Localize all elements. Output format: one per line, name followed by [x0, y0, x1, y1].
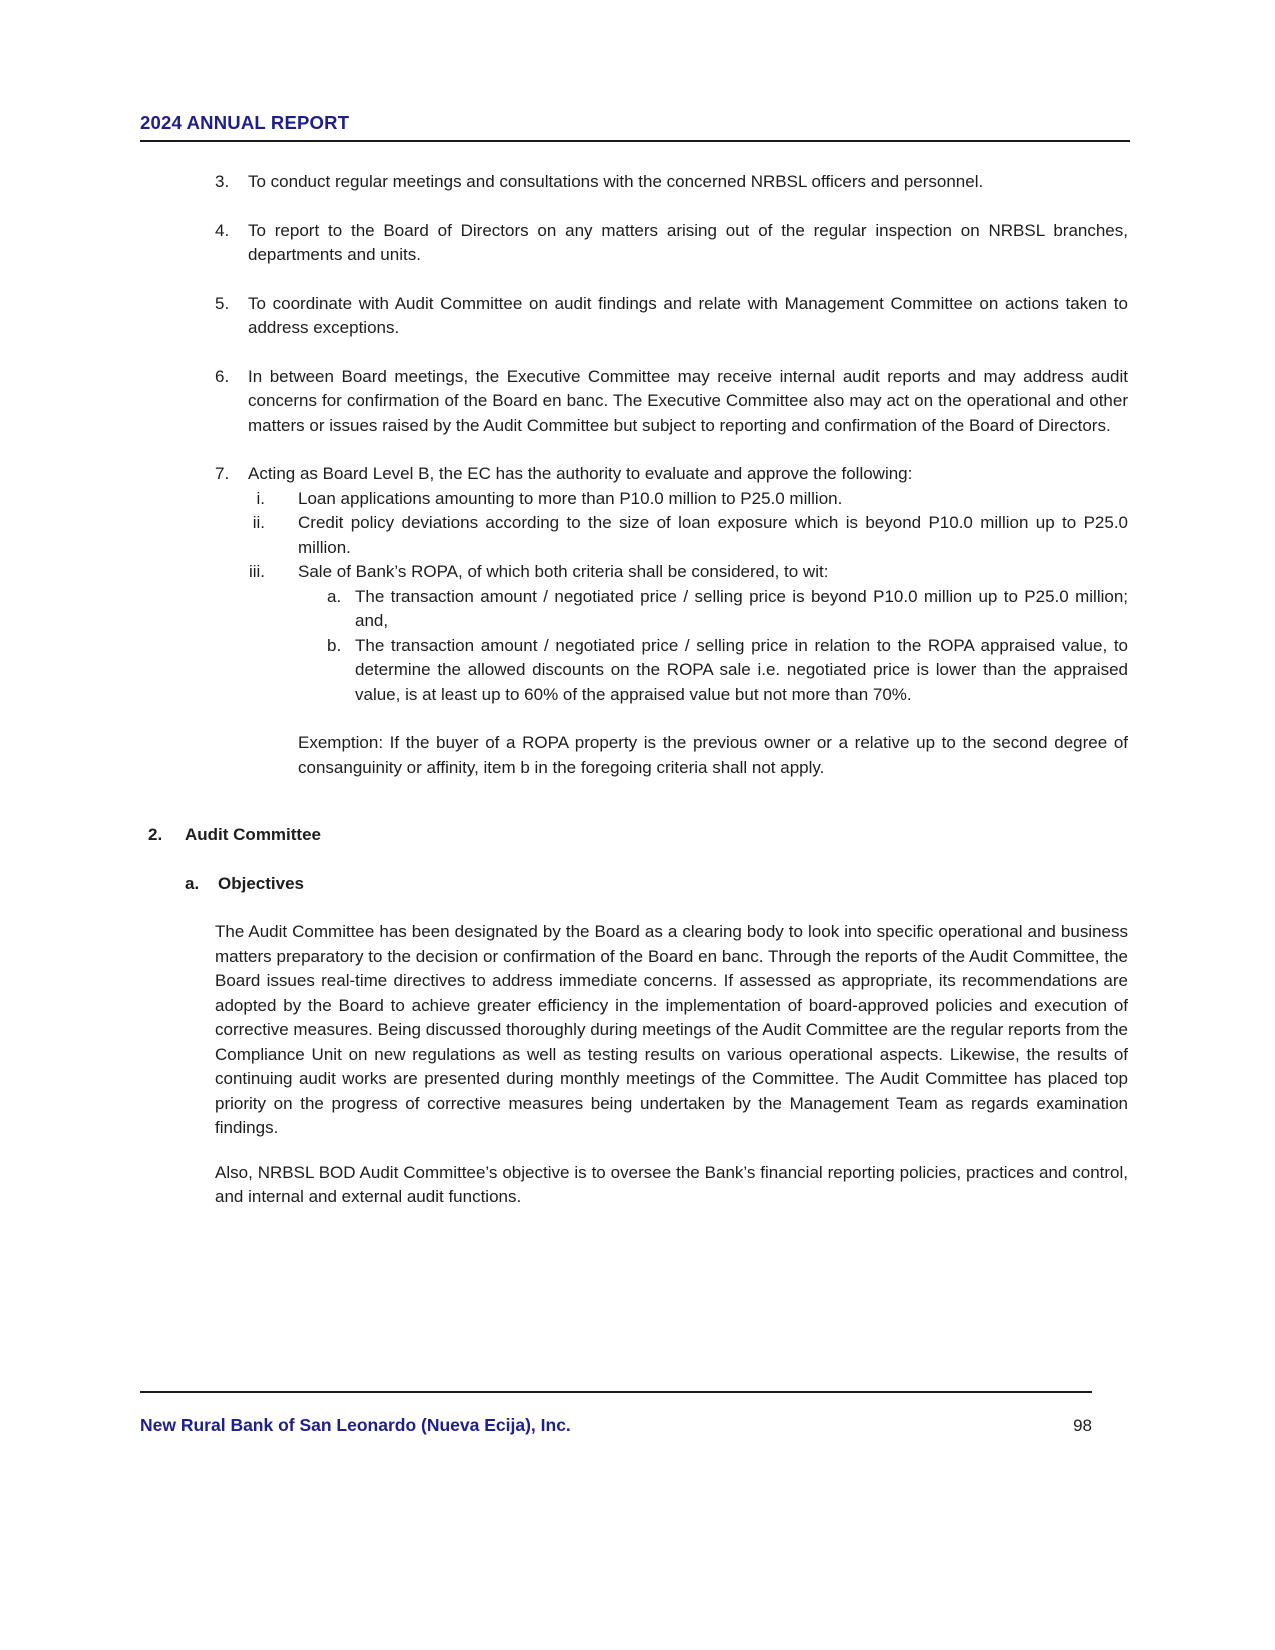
roman-list-text: Credit policy deviations according to the size of loan exposure which is beyond P10.0 million up to P25.0 million.: [298, 513, 1128, 557]
subsection-heading: [140, 872, 1128, 897]
roman-list-text: Sale of Bank’s ROPA, of which both criteria shall be considered, to wit:: [298, 562, 829, 581]
roman-list-text: Loan applications amounting to more than P10.0 million to P25.0 million.: [298, 488, 843, 508]
roman-list-item: [140, 511, 1128, 560]
header-divider: [140, 140, 1130, 142]
exemption-paragraph: Exemption: If the buyer of a ROPA property is the previous owner or a relative up to the second degree of consanguinity or affinity, item b in the foregoing criteria shall not apply.: [298, 733, 1128, 777]
list-item-text: Acting as Board Level B, the EC has the authority to evaluate and approve the following:: [248, 464, 913, 483]
list-item-text: To conduct regular meetings and consultations with the concerned NRBSL officers and personnel.: [248, 172, 984, 191]
roman-list-number: iii.: [248, 562, 265, 581]
list-item-number: 5.: [215, 293, 230, 313]
list-item: [140, 462, 1128, 487]
roman-list-number: ii.: [252, 513, 265, 532]
roman-list-item: [140, 487, 1128, 512]
section-number: 2.: [148, 825, 163, 844]
letter-list-text: The transaction amount / negotiated price / selling price is beyond P10.0 million up to P25.0 million; and,: [355, 586, 1128, 630]
objectives-paragraph-2: Also, NRBSL BOD Audit Committee’s objective is to oversee the Bank’s financial reporting policies, practices and control, and internal and external audit functions.: [215, 1162, 1128, 1206]
footer-divider: [140, 1391, 1092, 1393]
list-item-text: To coordinate with Audit Committee on audit findings and relate with Management Committee on actions taken to address exceptions.: [248, 293, 1128, 337]
letter-list-text: The transaction amount / negotiated price / selling price in relation to the ROPA appraised value, to determine the allowed discounts on the ROPA sale i.e. negotiated price is lower than the appraised value, is at least up to 60% of the appraised value but not more than 70%.: [355, 635, 1128, 704]
letter-list-letter: b.: [327, 635, 342, 655]
list-item-number: 7.: [215, 464, 230, 483]
roman-list-number: i.: [256, 488, 265, 508]
page-header: [140, 0, 1130, 142]
page-body: [140, 170, 1128, 1210]
list-item-text: In between Board meetings, the Executive Committee may receive internal audit reports and may address audit concerns for confirmation of the Board en banc. The Executive Committee also may act on the operational and other matters or issues raised by the Audit Committee but subject to reporting and confirmation of the Board of Directors.: [248, 366, 1128, 435]
footer-line: [140, 1413, 1092, 1439]
list-item: [140, 292, 1128, 341]
list-item: [140, 219, 1128, 268]
roman-list-item: [140, 560, 1128, 585]
list-item-number: 3.: [215, 172, 230, 191]
list-item-number: 6.: [215, 366, 230, 386]
letter-list-letter: a.: [327, 586, 342, 606]
list-item-text: To report to the Board of Directors on any matters arising out of the regular inspection on NRBSL branches, departments and units.: [248, 220, 1128, 264]
objectives-paragraph-1: The Audit Committee has been designated by the Board as a clearing body to look into specific operational and business matters preparatory to the decision or confirmation of the Board en banc. Through the reports of the Audit Committee, the Board issues real-time directives to address immediate concerns. If assessed as appropriate, its recommendations are adopted by the Board to achieve greater efficiency in the implementation of board-approved policies and execution of corrective measures. Being discussed thoroughly during meetings of the Audit Committee are the regular reports from the Compliance Unit on new regulations as well as testing results on various operational aspects. Likewise, the results of continuing audit works are presented during monthly meetings of the Committee. The Audit Committee has placed top priority on the progress of corrective measures being undertaken by the Management Team as regards examination findings.: [215, 922, 1128, 1137]
report-title: 2024 ANNUAL REPORT: [140, 112, 350, 133]
section-heading: [140, 823, 1128, 848]
footer-bank-name: New Rural Bank of San Leonardo (Nueva Ecija), Inc.: [140, 1415, 571, 1435]
subsection-letter: a.: [185, 873, 200, 893]
page-footer: [140, 1391, 1092, 1439]
list-item: [140, 365, 1128, 439]
subsection-title: Objectives: [218, 873, 304, 893]
list-item: [140, 170, 1128, 195]
list-item-number: 4.: [215, 220, 230, 240]
page-number: 98: [1073, 1416, 1092, 1435]
section-title: Audit Committee: [185, 825, 321, 844]
letter-list-item: [140, 585, 1128, 634]
letter-list-item: [140, 634, 1128, 708]
